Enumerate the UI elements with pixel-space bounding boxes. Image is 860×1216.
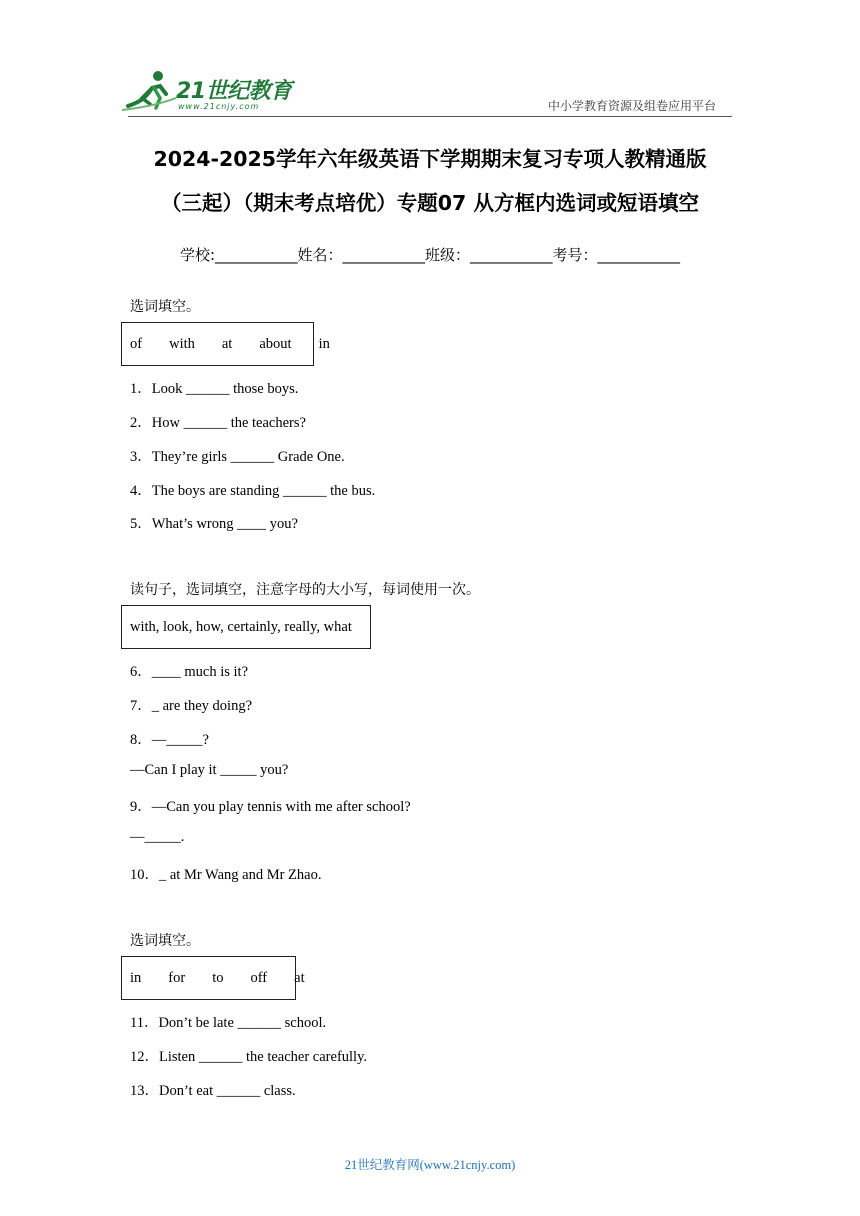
section-3-word-box	[121, 956, 305, 1000]
box-word: at	[294, 969, 305, 986]
question-10: 10．_ at Mr Wang and Mr Zhao.	[130, 867, 322, 883]
box-word: at	[221, 335, 233, 352]
footer-link[interactable]: 21世纪教育网(www.21cnjy.com)	[344, 1158, 516, 1172]
box-word: off	[250, 969, 268, 986]
box-word: with	[169, 335, 195, 352]
page-title-line-2: （三起）（期末考点培优）专题07 从方框内选词或短语填空	[161, 191, 699, 215]
question-9-reply: —_____.	[130, 829, 185, 845]
box-word: about	[259, 335, 292, 352]
question-1: 1．Look ______ those boys.	[130, 381, 299, 397]
box-word: in	[130, 969, 142, 986]
box-word: to	[212, 969, 224, 986]
section-3-instruction: 选词填空。	[130, 933, 200, 949]
question-11: 11．Don’t be late ______ school.	[130, 1015, 327, 1031]
question-8-reply: —Can I play it _____ you?	[130, 762, 289, 778]
logo-text: 21世纪教育	[176, 79, 292, 104]
question-3: 3．They’re girls ______ Grade One.	[130, 449, 345, 465]
section-1-word-box	[121, 322, 330, 366]
question-12: 12．Listen ______ the teacher carefully.	[130, 1049, 368, 1065]
box-word: in	[318, 335, 330, 352]
box-word: for	[168, 969, 186, 986]
logo-url: www.21cnjy.com	[178, 102, 260, 111]
box-word-list: with, look, how, certainly, really, what	[130, 618, 352, 635]
section-2-word-box	[121, 605, 371, 649]
question-13: 13．Don’t eat ______ class.	[130, 1083, 296, 1099]
question-8: 8．—_____?	[130, 732, 209, 748]
question-7: 7．_ are they doing?	[130, 698, 253, 714]
section-1-instruction: 选词填空。	[130, 299, 200, 315]
header-divider	[128, 116, 732, 117]
question-9: 9．—Can you play tennis with me after school?	[130, 799, 411, 815]
question-5: 5．What’s wrong ____ you?	[130, 516, 298, 532]
question-2: 2．How ______ the teachers?	[130, 415, 306, 431]
question-6: 6．____ much is it?	[130, 664, 249, 680]
student-info-line: 学校:___________姓名：___________班级：___________考号：___________	[179, 246, 681, 264]
section-2-instruction: 读句子，选词填空，注意字母的大小写，每词使用一次。	[130, 582, 480, 598]
platform-label: 中小学教育资源及组卷应用平台	[548, 99, 717, 113]
box-word: of	[130, 335, 143, 352]
runner-logo-icon	[120, 68, 180, 114]
page-title-line-1: 2024-2025学年六年级英语下学期期末复习专项人教精通版	[153, 147, 707, 171]
question-4: 4．The boys are standing ______ the bus.	[130, 483, 376, 499]
